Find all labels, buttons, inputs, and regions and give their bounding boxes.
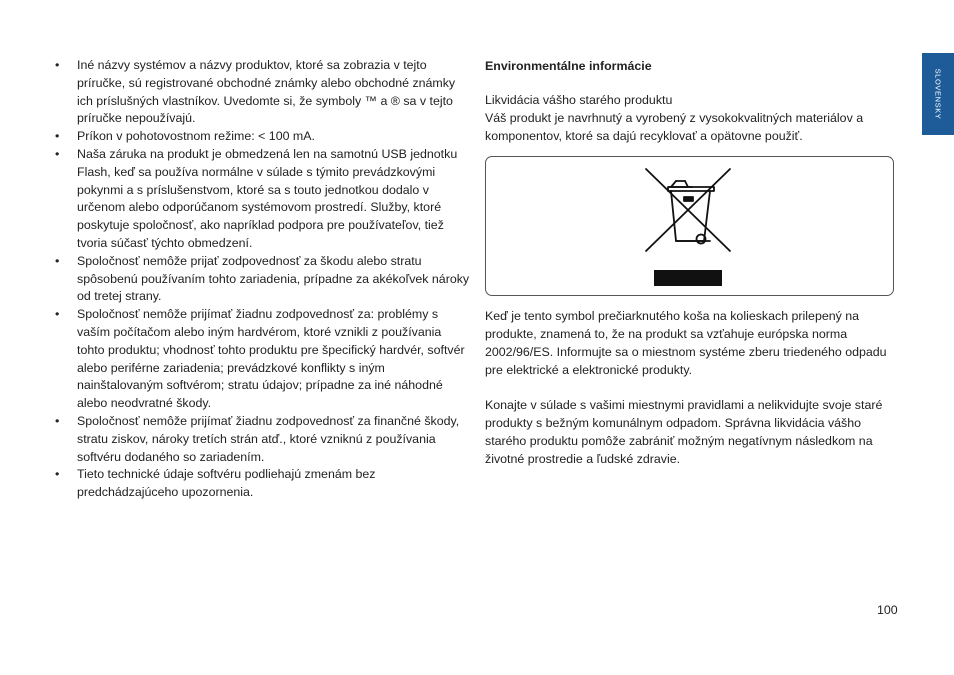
list-item	[53, 128, 471, 146]
list-item-text: Spoločnosť nemôže prijímať žiadnu zodpovednosť za: problémy s vaším počítačom alebo iným hardvérom, ktoré vznikli z používania tohto produktu; vhodnosť tohto produktu pre špecifický hardvér, softvér alebo periférne zariadenia; prevádzkové konflikty s iným nainštalovaným softvérom; stratu údajov; prípadne za iné náhodné alebo neodvratné škody.	[77, 307, 465, 411]
section-heading: Environmentálne informácie	[485, 59, 652, 73]
bullet: •	[55, 129, 60, 144]
left-column	[53, 57, 471, 502]
list-item-text: Naša záruka na produkt je obmedzená len na samotnú USB jednotku Flash, keď sa používa normálne v súlade s týmito prevádzkovými pokynmi a s príslušenstvom, ktoré sa s touto jednotkou dodalo v určenom alebo odporúčanom systémovom prostredí. Služby, ktoré poskytuje spoločnosť, ako napríklad podpora pre používateľov, tiež tvoria súčasť týchto obmedzení.	[77, 146, 458, 250]
right-column	[485, 57, 897, 469]
list-item-text: Spoločnosť nemôže prijať zodpovednosť za škodu alebo stratu spôsobenú používaním tohto zariadenia, prípadne za akékoľvek nároky od tretej strany.	[77, 253, 470, 304]
language-tab	[922, 53, 954, 135]
subheading: Likvidácia vášho starého produktu	[485, 93, 673, 107]
bullet: •	[55, 307, 60, 322]
weee-paragraph: Keď je tento symbol prečiarknutého koša na kolieskach prilepený na produkte, znamená to, že na produkt sa vzťahuje európska norma 2002/96/ES. Informujte sa o miestnom systéme zberu triedeného odpadu pre elektrické a elektronické produkty.	[485, 309, 887, 377]
bullet: •	[55, 58, 60, 72]
bullet: •	[55, 253, 60, 268]
list-item	[53, 413, 471, 466]
bullet: •	[55, 467, 60, 482]
disclaimer-list	[53, 57, 471, 502]
bullet: •	[55, 146, 60, 161]
list-item	[53, 146, 471, 253]
list-item-text: Príkon v pohotovostnom režime: < 100 mA.	[77, 129, 315, 144]
list-item-text: Tieto technické údaje softvéru podliehajú zmenám bez predchádzajúceho upozornenia.	[77, 467, 376, 500]
page-number: 100	[877, 603, 898, 617]
language-tab-label: SLOVENSKY	[933, 68, 943, 120]
list-item	[53, 466, 471, 502]
weee-symbol-figure	[485, 156, 894, 296]
bullet: •	[55, 413, 60, 428]
list-item-text: Spoločnosť nemôže prijímať žiadnu zodpovednosť za finančné škody, stratu ziskov, nároky tretích strán atď., ktoré vzniknú z používania softvéru dodaného so zariadením.	[77, 413, 460, 464]
list-item	[53, 306, 471, 413]
list-item-text: Iné názvy systémov a názvy produktov, ktoré sa zobrazia v tejto príručke, sú registrované obchodné známky alebo obchodné známky ich príslušných vlastníkov. Uvedomte si, že symboly ™ a ® sa v tejto príručke nepoužívajú.	[77, 58, 456, 126]
list-item	[53, 253, 471, 306]
list-item	[53, 57, 471, 128]
intro-paragraph: Váš produkt je navrhnutý a vyrobený z vysokokvalitných materiálov a komponentov, ktoré sa dajú recyklovať a opätovne použiť.	[485, 110, 864, 143]
crossed-out-wheelie-bin-icon	[486, 157, 895, 297]
disposal-paragraph: Konajte v súlade s vašimi miestnymi pravidlami a nelikvidujte svoje staré produkty s bežným komunálnym odpadom. Správna likvidácia vášho starého produktu pomôže zabrániť možným negatívnym následkom na životné prostredie a ľudské zdravie.	[485, 398, 883, 466]
